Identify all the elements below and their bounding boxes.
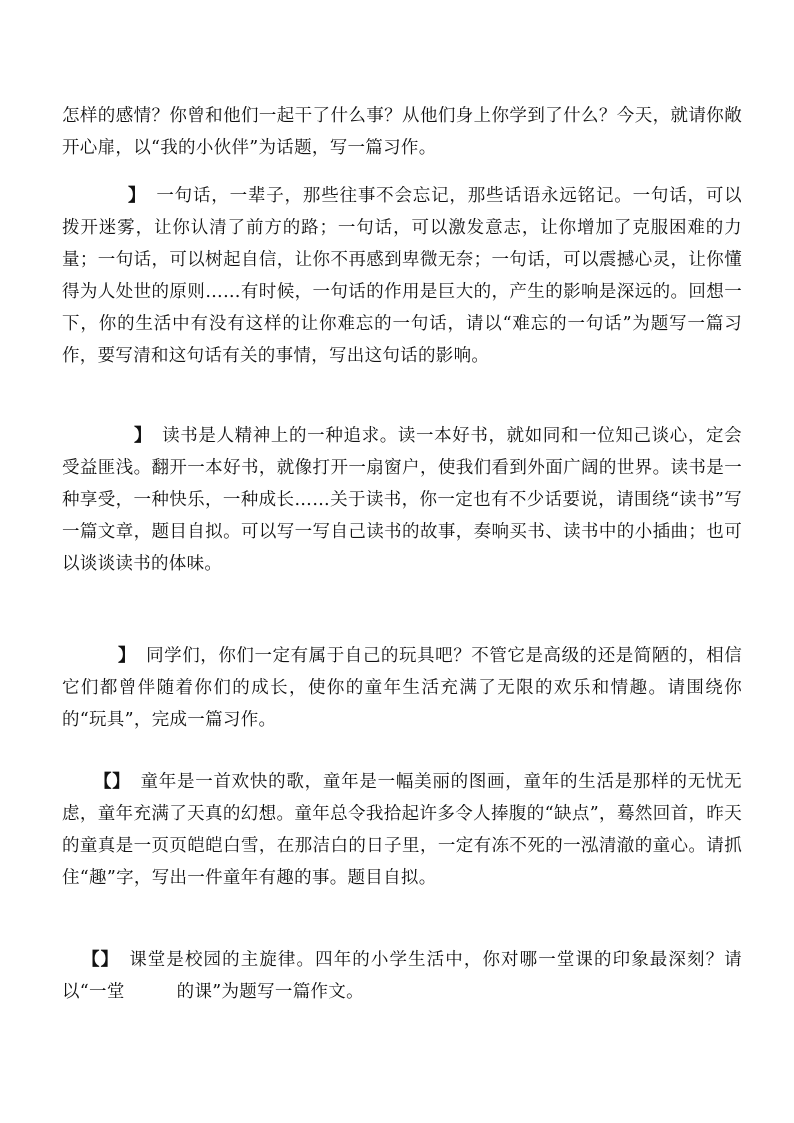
- paragraph-text: 同学们，你们一定有属于自己的玩具吧？不管它是高级的还是简陋的，相信它们都曾伴随着你们的成长，使你的童年生活充满了无限的欢乐和情趣。请围绕你的“玩具”，完成一篇习作。: [62, 646, 742, 730]
- paragraph-prompt-classroom: [62, 944, 742, 1008]
- paragraph-prompt-reading: [62, 420, 742, 580]
- paragraph-intro-continuation: [62, 100, 742, 164]
- prompt-bracket-mark: 【】: [82, 950, 120, 970]
- prompt-bracket-mark: 】: [134, 426, 153, 446]
- prompt-bracket-mark: 【】: [94, 772, 131, 792]
- paragraph-text: 读书是人精神上的一种追求。读一本好书，就如同和一位知己谈心，定会受益匪浅。翻开一本好书，就像打开一扇窗户，使我们看到外面广阔的世界。读书是一种享受，一种快乐，一种成长……关于读书，你一定也有不少话要说，请围绕“读书”写一篇文章，题目自拟。可以写一写自己读书的故事，奏响买书、读书中的小插曲；也可以谈谈读书的体味。: [62, 426, 742, 574]
- prompt-bracket-mark: 】: [128, 186, 147, 206]
- paragraph-text: 一句话，一辈子，那些往事不会忘记，那些话语永远铭记。一句话，可以拨开迷雾，让你认清了前方的路；一句话，可以激发意志，让你增加了克服困难的力量；一句话，可以树起自信，让你不再感到卑微无奈；一句话，可以震撼心灵，让你懂得为人处世的原则……有时候，一句话的作用是巨大的，产生的影响是深远的。回想一下，你的生活中有没有这样的让你难忘的一句话，请以“难忘的一句话”为题写一篇习作，要写清和这句话有关的事情，写出这句话的影响。: [62, 186, 742, 366]
- paragraph-text: 怎样的感情？你曾和他们一起干了什么事？从他们身上你学到了什么？今天，就请你敞开心扉，以“我的小伙伴”为话题，写一篇习作。: [62, 106, 742, 158]
- paragraph-prompt-one-sentence: [62, 180, 742, 372]
- paragraph-prompt-childhood: [62, 766, 742, 894]
- paragraph-prompt-toys: [62, 640, 742, 736]
- paragraph-text-after-blank: 的课”为题写一篇作文。: [176, 982, 364, 1002]
- prompt-bracket-mark: 】: [118, 646, 137, 666]
- paragraph-text: 童年是一首欢快的歌，童年是一幅美丽的图画，童年的生活是那样的无忧无虑，童年充满了天真的幻想。童年总令我拾起许多令人捧腹的“缺点”，蓦然回首，昨天的童真是一页页皑皑白雪，在那洁白的日子里，一定有冻不死的一泓清澈的童心。请抓住“趣”字，写出一件童年有趣的事。题目自拟。: [62, 772, 742, 888]
- paragraph-text-before-blank: 课堂是校园的主旋律。四年的小学生活中，你对哪一堂课的印象最深刻？请以“一堂: [62, 950, 742, 1002]
